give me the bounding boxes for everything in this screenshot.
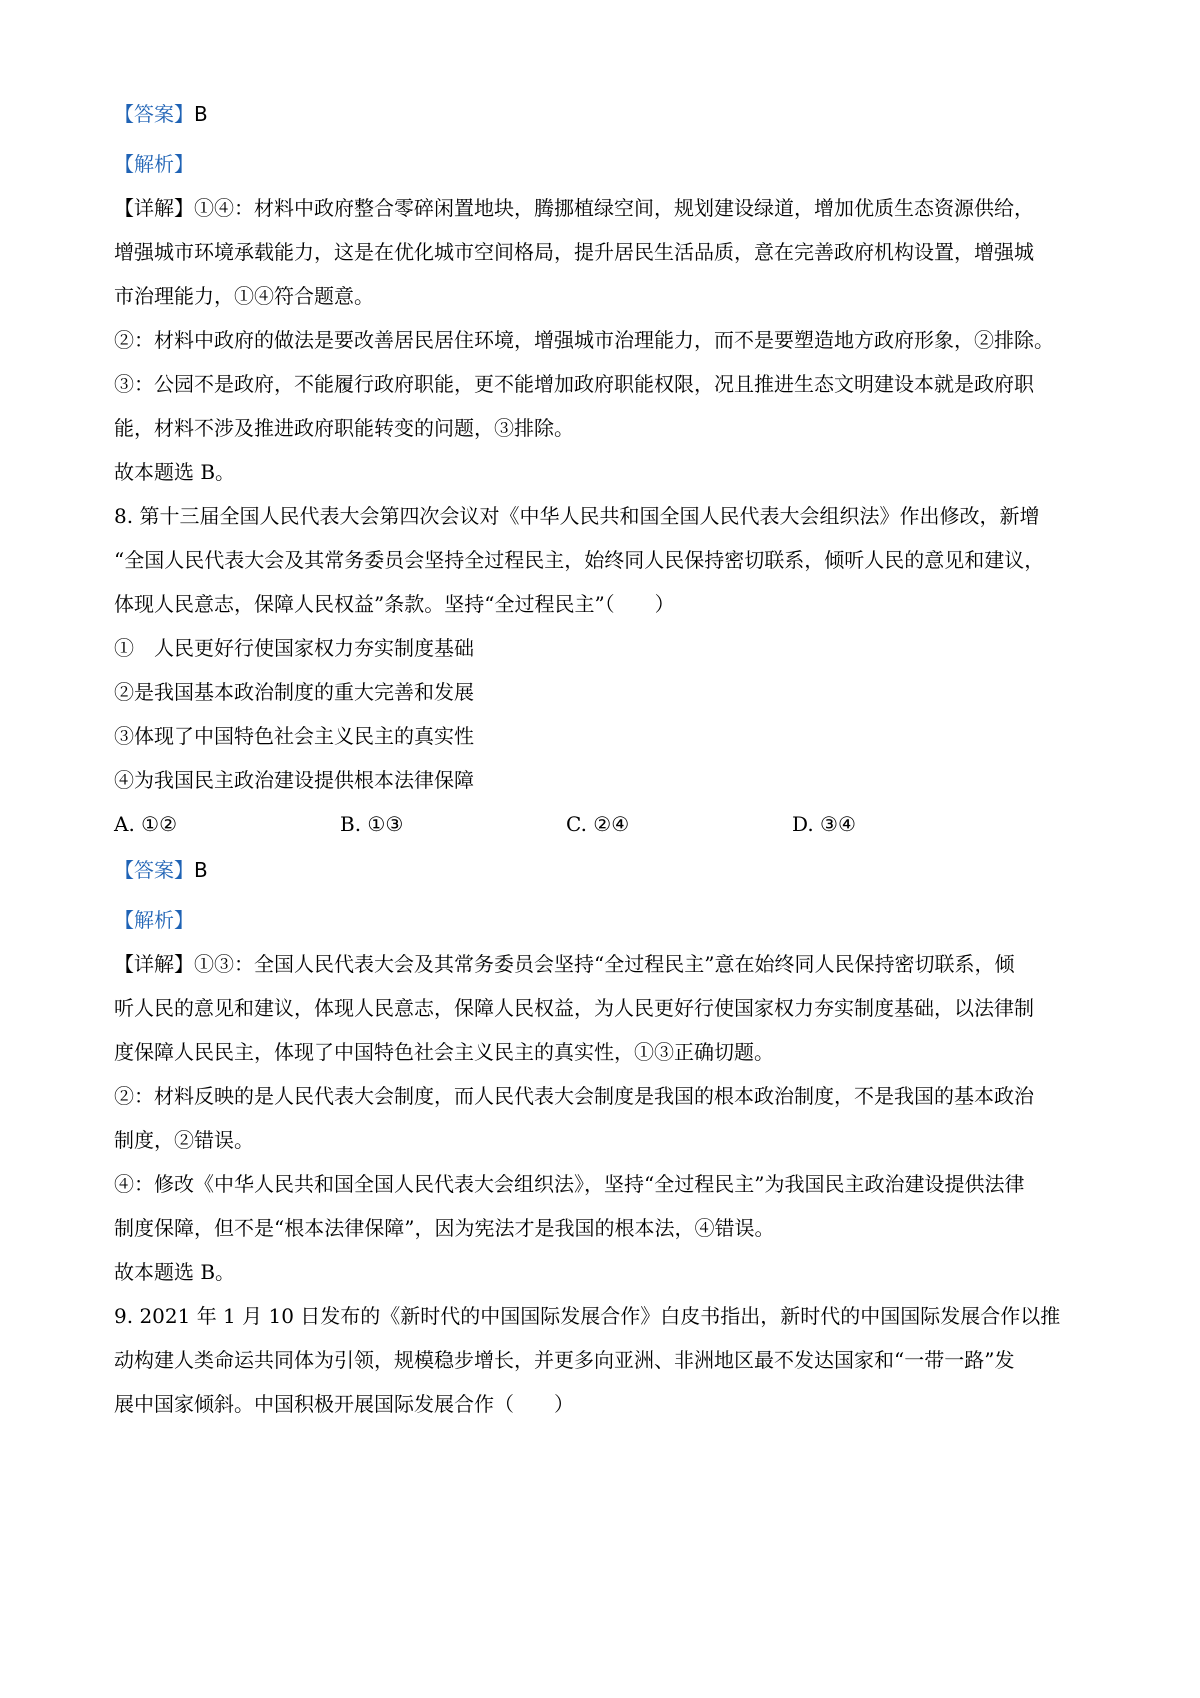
analysis-line: ②：材料中政府的做法是要改善居民居住环境，增强城市治理能力，而不是要塑造地方政府形象，②排除。 xyxy=(114,328,1054,352)
analysis-line: 故本题选 B。 xyxy=(114,1260,236,1284)
statement-item: ① 人民更好行使国家权力夯实制度基础 xyxy=(114,636,474,660)
analysis-line: 度保障人民民主，体现了中国特色社会主义民主的真实性，①③正确切题。 xyxy=(114,1040,774,1064)
question-stem-line: 9. 2021 年 1 月 10 日发布的《新时代的中国国际发展合作》白皮书指出，新时代的中国国际发展合作以推 xyxy=(114,1304,1061,1328)
statement-item: ④为我国民主政治建设提供根本法律保障 xyxy=(114,768,474,792)
option-a: A. ①② xyxy=(114,812,178,836)
statement-item: ③体现了中国特色社会主义民主的真实性 xyxy=(114,724,474,748)
answer-tag: 【答案】 xyxy=(114,102,194,126)
answer-line xyxy=(114,100,208,128)
question-stem-line: “全国人民代表大会及其常务委员会坚持全过程民主，始终同人民保持密切联系，倾听人民的意见和建议， xyxy=(114,548,1045,572)
analysis-line: 【详解】①④：材料中政府整合零碎闲置地块，腾挪植绿空间，规划建设绿道，增加优质生态资源供给， xyxy=(114,196,1034,220)
analysis-tag-line xyxy=(114,906,194,934)
analysis-line: 制度保障，但不是“根本法律保障”，因为宪法才是我国的根本法，④错误。 xyxy=(114,1216,775,1240)
question-stem-line: 动构建人类命运共同体为引领，规模稳步增长，并更多向亚洲、非洲地区最不发达国家和“一带一路”发 xyxy=(114,1348,1015,1372)
analysis-line: ③：公园不是政府，不能履行政府职能，更不能增加政府职能权限，况且推进生态文明建设本就是政府职 xyxy=(114,372,1034,396)
analysis-line: 市治理能力，①④符合题意。 xyxy=(114,284,374,308)
analysis-tag: 【解析】 xyxy=(114,152,194,176)
question-stem-line: 体现人民意志，保障人民权益”条款。坚持“全过程民主”（ ） xyxy=(114,592,675,616)
analysis-line: 制度，②错误。 xyxy=(114,1128,254,1152)
statement-item: ②是我国基本政治制度的重大完善和发展 xyxy=(114,680,474,704)
option-b: B. ①③ xyxy=(340,812,404,836)
analysis-tag: 【解析】 xyxy=(114,908,194,932)
analysis-tag-line xyxy=(114,150,194,178)
option-c: C. ②④ xyxy=(566,812,630,836)
analysis-line: 增强城市环境承载能力，这是在优化城市空间格局，提升居民生活品质，意在完善政府机构设置，增强城 xyxy=(114,240,1034,264)
answer-value: B xyxy=(194,102,208,126)
analysis-line: 故本题选 B。 xyxy=(114,460,236,484)
analysis-line: ④：修改《中华人民共和国全国人民代表大会组织法》，坚持“全过程民主”为我国民主政治建设提供法律 xyxy=(114,1172,1025,1196)
question-stem-line: 8. 第十三届全国人民代表大会第四次会议对《中华人民共和国全国人民代表大会组织法》作出修改，新增 xyxy=(114,504,1040,528)
option-d: D. ③④ xyxy=(792,812,856,836)
analysis-line: 能，材料不涉及推进政府职能转变的问题，③排除。 xyxy=(114,416,574,440)
answer-tag: 【答案】 xyxy=(114,858,194,882)
question-stem-line: 展中国家倾斜。中国积极开展国际发展合作（ ） xyxy=(114,1392,574,1416)
answer-value: B xyxy=(194,858,208,882)
answer-line xyxy=(114,856,208,884)
analysis-line: 【详解】①③：全国人民代表大会及其常务委员会坚持“全过程民主”意在始终同人民保持密切联系，倾 xyxy=(114,952,1015,976)
analysis-line: 听人民的意见和建议，体现人民意志，保障人民权益，为人民更好行使国家权力夯实制度基础，以法律制 xyxy=(114,996,1034,1020)
analysis-line: ②：材料反映的是人民代表大会制度，而人民代表大会制度是我国的根本政治制度，不是我国的基本政治 xyxy=(114,1084,1034,1108)
